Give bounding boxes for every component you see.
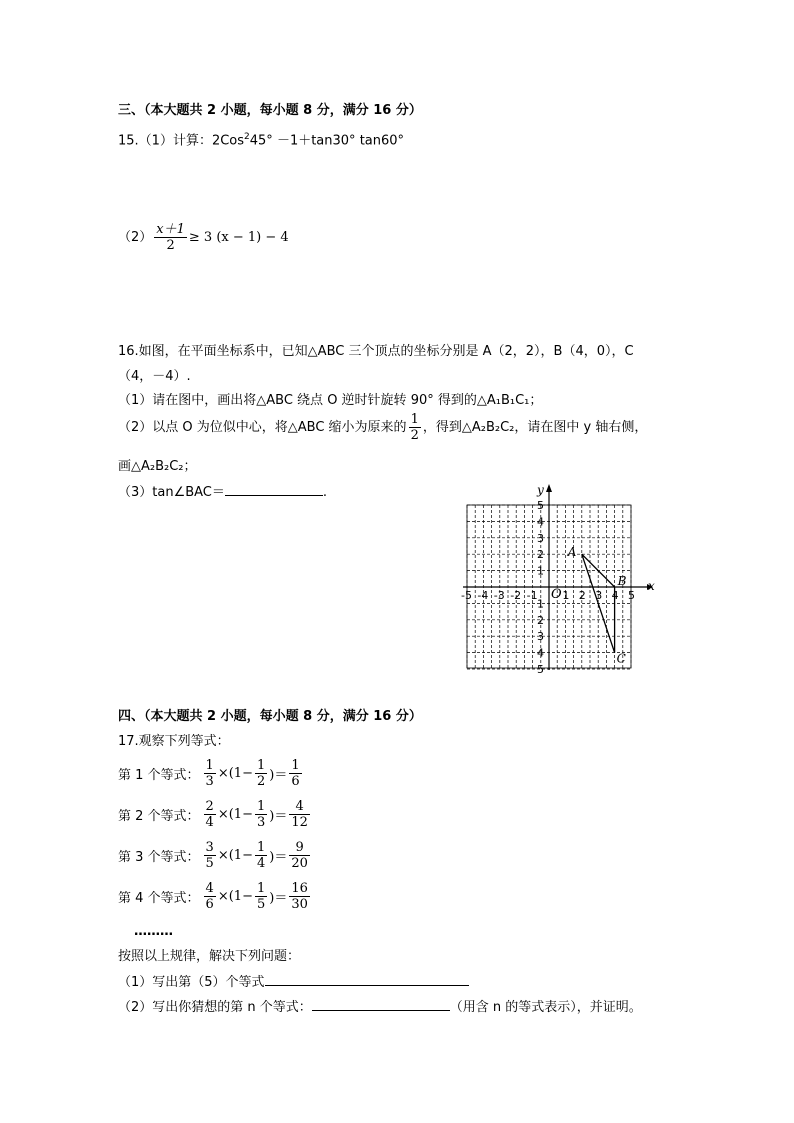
close-text: )＝ [269, 768, 288, 783]
numerator: 4 [289, 799, 310, 815]
q15-part2-numerator: x＋1 [156, 222, 185, 237]
equation-label: 第 2 个等式： [118, 809, 200, 824]
y-tick-label: 2 [537, 548, 544, 562]
q16-part2-fraction [409, 412, 421, 443]
y-pos-ticks [537, 499, 544, 578]
point-c-label: C [616, 651, 626, 666]
q16-line2: （4，－4）. [118, 369, 191, 384]
fraction [255, 840, 267, 871]
numerator: 1 [256, 881, 266, 896]
times-text: ×(1− [217, 766, 253, 781]
times-text: ×(1− [217, 848, 253, 863]
denominator: 12 [291, 815, 308, 830]
numerator: 2 [205, 799, 214, 814]
q17-instruction: 按照以上规律，解决下列问题： [118, 949, 301, 964]
x-tick-label: 4 [611, 589, 619, 602]
equation-label: 第 4 个等式： [118, 891, 200, 906]
fraction [289, 758, 301, 789]
q15-part2-rest: ≥ 3 (x − 1) − 4 [188, 229, 289, 245]
q15-part2 [118, 222, 289, 253]
q17-part1-blank[interactable] [265, 973, 469, 986]
numerator: 9 [289, 840, 310, 856]
q17-part2-after: （用含 n 的等式表示），并证明。 [449, 1000, 642, 1015]
q17-part2-before: （2）写出你猜想的第 n 个等式： [118, 1000, 312, 1015]
y-tick-label: 5 [537, 663, 544, 675]
fraction [289, 840, 310, 871]
close-text: )＝ [269, 850, 288, 865]
times-text: ×(1− [217, 889, 253, 904]
x-tick-label: -2 [510, 589, 522, 602]
x-tick-label: 2 [578, 589, 586, 602]
q16-line1: 16.如图，在平面坐标系中，已知△ABC 三个顶点的坐标分别是 A（2，2），B（4，0），C [118, 344, 634, 359]
x-tick-label: 3 [595, 589, 603, 602]
q16-part3-end: . [322, 485, 328, 500]
close-text: )＝ [269, 891, 288, 906]
denominator: 4 [256, 856, 266, 871]
q15-part1 [118, 128, 404, 150]
fraction [204, 840, 216, 871]
denominator: 20 [291, 856, 308, 871]
y-tick-label: 2 [537, 613, 544, 627]
q16-part2-before: （2）以点 O 为位似中心，将△ABC 缩小为原来的 [118, 419, 407, 435]
q16-part2-line2: 画△A₂B₂C₂； [118, 459, 197, 474]
coordinate-graph [455, 480, 665, 675]
x-tick-label: 5 [628, 589, 635, 602]
q16-part2-denominator: 2 [410, 428, 419, 443]
q15-part2-denominator: 2 [166, 238, 175, 253]
q17-part2-blank[interactable] [312, 998, 450, 1011]
fraction [255, 881, 267, 912]
numerator: 16 [291, 881, 308, 896]
y-tick-label: 4 [537, 515, 544, 529]
q16-part3 [118, 483, 327, 502]
q16-part2-numerator: 1 [410, 412, 419, 427]
q17-ellipsis: ……… [134, 924, 173, 939]
point-b-label: B [617, 574, 627, 588]
denominator: 2 [256, 774, 266, 789]
q15-part1-prefix: 15.（1）计算：2Cos [118, 133, 245, 149]
denominator: 5 [256, 897, 266, 912]
origin-label: O [551, 587, 562, 602]
fraction [289, 881, 310, 912]
x-tick-label: -1 [526, 589, 538, 602]
equation-label: 第 1 个等式： [118, 768, 200, 783]
numerator: 3 [205, 840, 214, 855]
q17-equation-4 [118, 881, 312, 912]
q17-equation-1 [118, 758, 304, 789]
fraction [204, 881, 216, 912]
q15-part1-sup: 2 [244, 132, 250, 142]
y-axis-arrow-icon [546, 484, 552, 492]
denominator: 3 [256, 815, 266, 830]
q17-equation-2 [118, 799, 312, 830]
denominator: 3 [205, 774, 214, 789]
q15-part1-rest: 45° －1＋tan30° tan60° [249, 133, 405, 149]
section4-heading: 四、（本大题共 2 小题，每小题 8 分，满分 16 分） [118, 709, 422, 724]
numerator: 1 [205, 758, 214, 773]
q16-part1: （1）请在图中，画出将△ABC 绕点 O 逆时针旋转 90° 得到的△A₁B₁C₁； [118, 393, 543, 408]
denominator: 6 [291, 774, 300, 789]
q17-equation-3 [118, 840, 312, 871]
q17-intro: 17.观察下列等式： [118, 734, 230, 749]
x-axis-label: x [648, 579, 655, 593]
y-axis-label: y [537, 483, 544, 497]
section3-heading: 三、（本大题共 2 小题，每小题 8 分，满分 16 分） [118, 103, 422, 118]
point-a-label: A [567, 545, 577, 560]
q17-part1-label: （1）写出第（5）个等式 [118, 975, 265, 990]
x-tick-label: -3 [493, 589, 505, 602]
q17-part1 [118, 973, 469, 992]
q15-part2-fraction [154, 222, 187, 253]
q16-part3-label: （3）tan∠BAC＝ [118, 485, 225, 500]
close-text: )＝ [269, 809, 288, 824]
denominator: 30 [291, 897, 308, 912]
x-neg-ticks [461, 589, 538, 602]
denominator: 4 [205, 815, 214, 830]
fraction [204, 758, 216, 789]
x-tick-label: -4 [477, 589, 489, 602]
x-tick-label: -5 [461, 589, 472, 602]
fraction [289, 799, 310, 830]
coordinate-graph-svg [455, 480, 665, 675]
y-tick-label: 3 [537, 531, 544, 545]
y-tick-label: 5 [537, 499, 544, 512]
fraction [255, 758, 267, 789]
q16-part3-blank[interactable] [225, 483, 323, 496]
y-neg-ticks [537, 597, 544, 675]
q15-part2-label: （2） [118, 229, 153, 245]
denominator: 5 [205, 856, 214, 871]
y-tick-label: 4 [537, 646, 544, 660]
numerator: 1 [256, 758, 266, 773]
fraction [255, 799, 267, 830]
q17-part2 [118, 998, 642, 1017]
fraction [204, 799, 216, 830]
y-tick-label: 3 [537, 630, 544, 644]
numerator: 1 [291, 758, 300, 773]
numerator: 1 [256, 840, 266, 855]
numerator: 1 [256, 799, 266, 814]
q16-part2 [118, 412, 647, 443]
x-tick-label: 1 [562, 589, 570, 602]
equation-label: 第 3 个等式： [118, 850, 200, 865]
denominator: 6 [205, 897, 214, 912]
y-tick-label: 1 [537, 564, 544, 578]
numerator: 4 [205, 881, 214, 896]
times-text: ×(1− [217, 807, 253, 822]
q16-part2-after: ，得到△A₂B₂C₂，请在图中 y 轴右侧， [422, 419, 648, 435]
y-tick-label: 1 [537, 597, 544, 611]
